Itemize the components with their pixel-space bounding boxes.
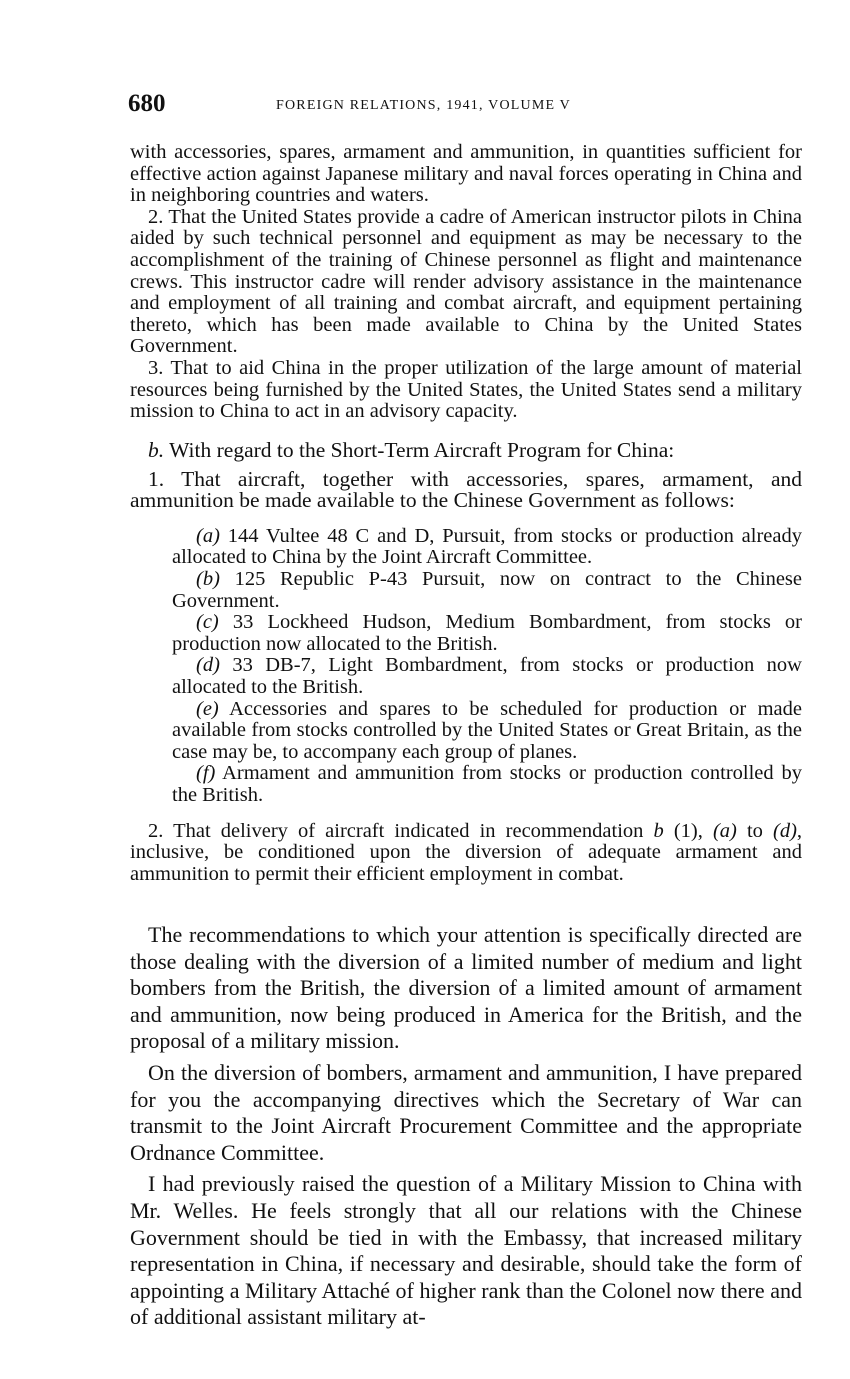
- subitem-b: (b) 125 Republic P-43 Pursuit, now on contract to the Chinese Government.: [172, 567, 802, 612]
- section-a: [130, 142, 802, 423]
- running-head: FOREIGN RELATIONS, 1941, VOLUME V: [276, 98, 571, 113]
- body-paragraph-3: I had previously raised the question of a Military Mission to China with Mr. Welles. He feels strongly that all our relations with the Chinese Government should be tied in with the Embassy, that increased military representation in China, if necessary and desirable, should take the form of appointing a Military Attaché of higher rank than the Colonel now there and of additional assistant military at-: [130, 1171, 802, 1330]
- subitem-e: (e) Accessories and spares to be scheduled for production or made available from stocks controlled by the United States or Great Britain, as the case may be, to accompany each group of planes.: [172, 697, 802, 763]
- subitem-f: (f) Armament and ammunition from stocks or production controlled by the British.: [172, 762, 802, 806]
- section-b: [130, 440, 802, 885]
- section-b-item-2: 2. That delivery of aircraft indicated in recommendation b (1), (a) to (d), inclusive, be conditioned upon the diversion of adequate armament and ammunition to permit their efficient employment in combat.: [130, 819, 803, 885]
- section-a-item-3: 3. That to aid China in the proper utilization of the large amount of material resources being furnished by the United States, the United States send a military mission to China to act in an advisory capacity.: [130, 356, 802, 423]
- body-paragraph-1: The recommendations to which your attention is specifically directed are those dealing with the diversion of a limited number of medium and light bombers from the British, the diversion of a limited amount of armament and ammunition, now being produced in America for the British, and the proposal of a military mission.: [130, 922, 802, 1054]
- subitem-a: (a) 144 Vultee 48 C and D, Pursuit, from stocks or production already allocated to China by the Joint Aircraft Committee.: [172, 524, 803, 569]
- body-paragraph-2: On the diversion of bombers, armament and ammunition, I have prepared for you the accompanying directives which the Secretary of War can transmit to the Joint Aircraft Procurement Committee and the appropriate Ordnance Committee.: [130, 1059, 802, 1165]
- section-b-heading: b. With regard to the Short-Term Aircraft Program for China:: [148, 438, 675, 462]
- subitem-c: (c) 33 Lockheed Hudson, Medium Bombardment, from stocks or production now allocated to the British.: [172, 611, 803, 655]
- section-a-item-2: 2. That the United States provide a cadre of American instructor pilots in China aided by such technical personnel and equipment as may be necessary to the accomplishment of the training of Chinese personnel as flight and maintenance crews. This instructor cadre will render advisory assistance in the maintenance and employment of all training and combat aircraft, and equipment pertaining thereto, which has been made available to China by the United States Government.: [130, 205, 802, 358]
- section-a-continuation: with accessories, spares, armament and ammunition, in quantities sufficient for effective action against Japanese military and naval forces operating in China and in neighboring countries and waters.: [130, 141, 802, 207]
- aircraft-subitems: [172, 526, 802, 807]
- page-header: [128, 90, 808, 122]
- subitem-d: (d) 33 DB-7, Light Bombardment, from stocks or production now allocated to the British.: [172, 654, 802, 698]
- page-number: 680: [128, 90, 166, 117]
- body-text: [130, 922, 802, 1336]
- section-b-item-1: 1. That aircraft, together with accessories, spares, armament, and ammunition be made available to the Chinese Government as follows:: [130, 466, 802, 513]
- section-b-marker: b.: [148, 438, 165, 462]
